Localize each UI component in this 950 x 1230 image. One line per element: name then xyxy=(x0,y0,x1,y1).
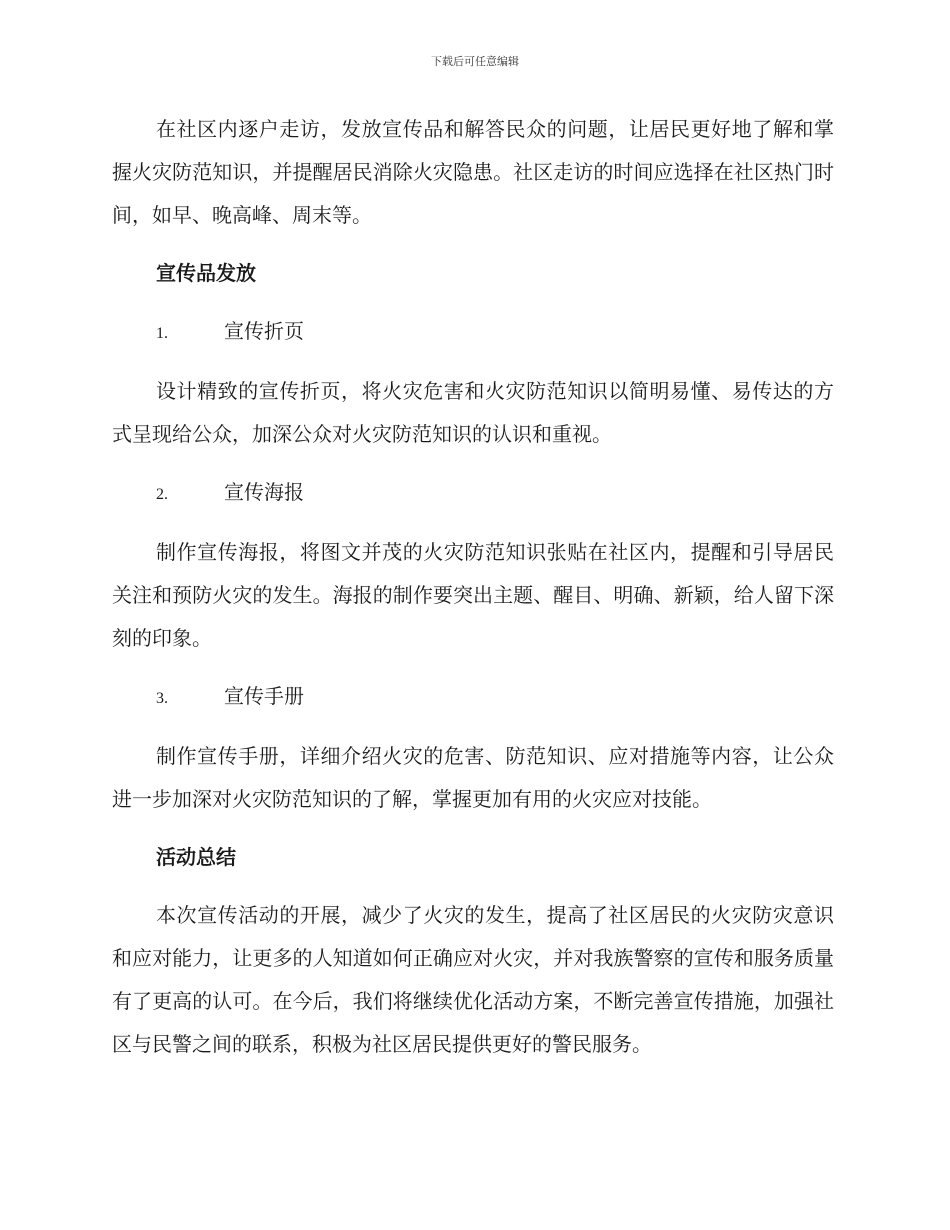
section-heading-distribution: 宣传品发放 xyxy=(156,261,256,285)
brochure-paragraph: 设计精致的宣传折页，将火灾危害和火灾防范知识以简明易懂、易传达的方式呈现给公众，加深公众对火灾防范知识的认识和重视。 xyxy=(112,379,834,446)
summary-paragraph: 本次宣传活动的开展，减少了火灾的发生，提高了社区居民的火灾防灾意识和应对能力，让更多的人知道如何正确应对火灾，并对我族警察的宣传和服务质量有了更高的认可。在今后，我们将继续优化活动方案，不断完善宣传措施，加强社区与民警之间的联系，积极为社区居民提供更好的警民服务。 xyxy=(112,903,834,1056)
header-note: 下载后可任意编辑 xyxy=(431,55,519,68)
section-heading-summary: 活动总结 xyxy=(156,845,236,869)
intro-paragraph: 在社区内逐户走访，发放宣传品和解答民众的问题，让居民更好地了解和掌握火灾防范知识，并提醒居民消除火灾隐患。社区走访的时间应选择在社区热门时间，如早、晚高峰、周末等。 xyxy=(112,117,834,227)
list-label: 宣传折页 xyxy=(224,319,304,343)
handbook-paragraph: 制作宣传手册，详细介绍火灾的危害、防范知识、应对措施等内容，让公众进一步加深对火灾防范知识的了解，掌握更加有用的火灾应对技能。 xyxy=(112,744,834,811)
list-number: 3. xyxy=(156,690,168,707)
list-label: 宣传海报 xyxy=(224,480,304,504)
list-item-1 xyxy=(112,310,834,355)
poster-paragraph: 制作宣传海报，将图文并茂的火灾防范知识张贴在社区内，提醒和引导居民关注和预防火灾的发生。海报的制作要突出主题、醒目、明确、新颖，给人留下深刻的印象。 xyxy=(112,540,834,650)
list-item-3 xyxy=(112,675,834,720)
list-number: 1. xyxy=(156,325,168,342)
list-item-2 xyxy=(112,471,834,516)
list-label: 宣传手册 xyxy=(224,684,304,708)
list-number: 2. xyxy=(156,486,168,503)
document-body xyxy=(112,108,834,1081)
